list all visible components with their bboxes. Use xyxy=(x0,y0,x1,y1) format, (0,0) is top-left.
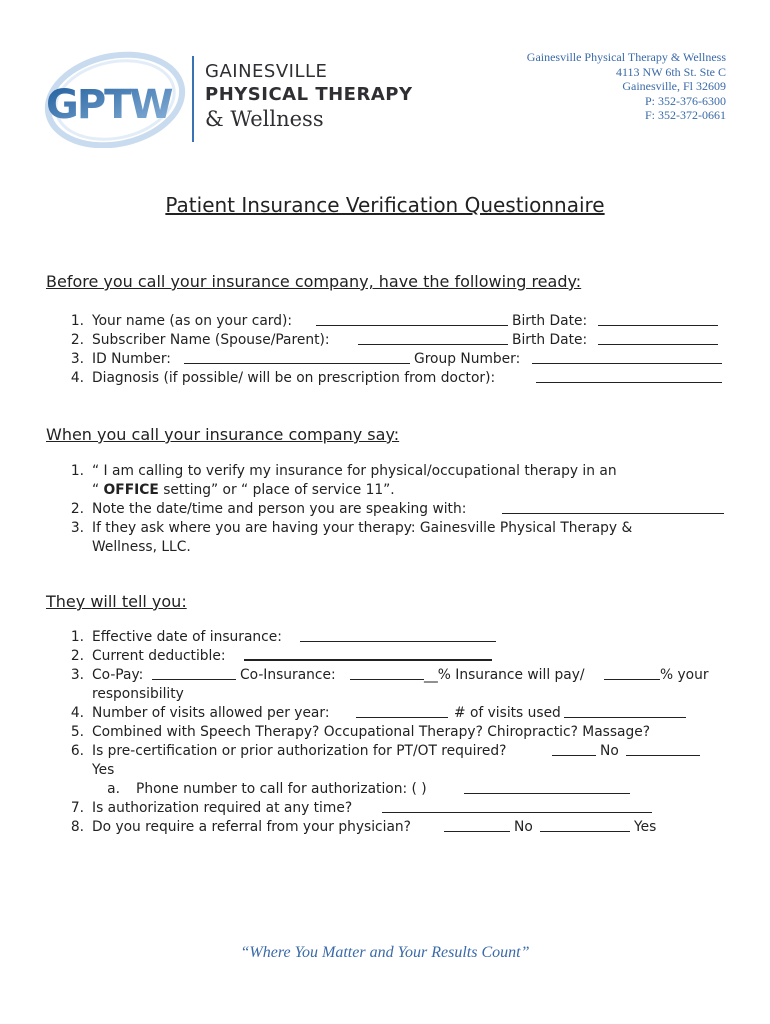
diagnosis-field[interactable] xyxy=(536,369,722,383)
section-2-list: 1. “ I am calling to verify my insurance for physical/occupational therapy in an “ OFFICE setting” or “ place of service 11”. 2. Note the date/time and person you are speaking with: 3. If they ask where you are having your therapy: Gainesville Physical Therapy & Wellness, LLC. xyxy=(66,462,736,558)
responsibility-field[interactable] xyxy=(604,666,660,680)
copay-field[interactable] xyxy=(152,666,236,680)
subscriber-name-field[interactable] xyxy=(358,331,508,345)
visits-used-field[interactable] xyxy=(564,704,686,718)
address-line: Gainesville Physical Therapy & Wellness xyxy=(526,50,726,64)
precert-yes-field[interactable] xyxy=(626,742,700,756)
coinsurance-field[interactable] xyxy=(350,666,424,680)
deductible-field[interactable] xyxy=(244,647,492,661)
section-1-heading: Before you call your insurance company, have the following ready: xyxy=(46,272,582,291)
logo-wordmark xyxy=(205,60,413,132)
clinic-address xyxy=(527,50,726,123)
id-number-field[interactable] xyxy=(184,350,410,364)
section-3-heading: They will tell you: xyxy=(46,592,187,611)
section-3-list: 1. Effective date of insurance: 2. Current deductible: 3. Co-Pay: Co-Insurance: __% Insurance will pay/ % your responsibility 4. Number of visits allowed per year: # of visits used 5. Combined with Speech Therapy? Occupational Therapy? Chiropractic? Massage? 6. Is pre-certification or prior authorization for PT/OT required? No Yes a. Phone number to call for authorization: ( ) 7. Is authorization required at any time? 8. Do you require a referral from your physician? No Yes xyxy=(70,629,709,835)
section-1-list: 1. Your name (as on your card): Birth Date: 2. Subscriber Name (Spouse/Parent): Birth Date: 3. ID Number: Group Number: 4. Diagnosis (if possible/ will be on prescription from doctor): xyxy=(66,312,726,392)
referral-no-field[interactable] xyxy=(444,818,510,832)
name-field[interactable] xyxy=(316,312,508,326)
logo-divider xyxy=(192,56,194,142)
logo-line-1: GAINESVILLE xyxy=(205,61,328,82)
logo-mark: GPTW xyxy=(46,82,172,128)
authorization-required-field[interactable] xyxy=(382,799,652,813)
effective-date-field[interactable] xyxy=(300,628,496,642)
authorization-phone-field[interactable] xyxy=(464,780,630,794)
date-person-field[interactable] xyxy=(502,500,724,514)
footer-tagline: “Where You Matter and Your Results Count” xyxy=(240,944,530,961)
precert-no-field[interactable] xyxy=(552,742,596,756)
subscriber-birth-date-field[interactable] xyxy=(598,331,718,345)
address-phone: P: 352-376-6300 xyxy=(645,93,726,108)
logo-line-2: PHYSICAL THERAPY xyxy=(205,84,413,105)
referral-yes-field[interactable] xyxy=(540,818,630,832)
visits-allowed-field[interactable] xyxy=(356,704,448,718)
page-title: Patient Insurance Verification Questionnaire xyxy=(165,193,605,217)
address-line: 4113 NW 6th St. Ste C xyxy=(615,64,726,79)
section-2-heading: When you call your insurance company say: xyxy=(46,425,400,444)
birth-date-field[interactable] xyxy=(598,312,718,326)
address-line: Gainesville, Fl 32609 xyxy=(622,79,726,94)
group-number-field[interactable] xyxy=(532,350,722,364)
logo-line-3: & Wellness xyxy=(205,107,324,131)
address-fax: F: 352-372-0661 xyxy=(645,108,726,123)
